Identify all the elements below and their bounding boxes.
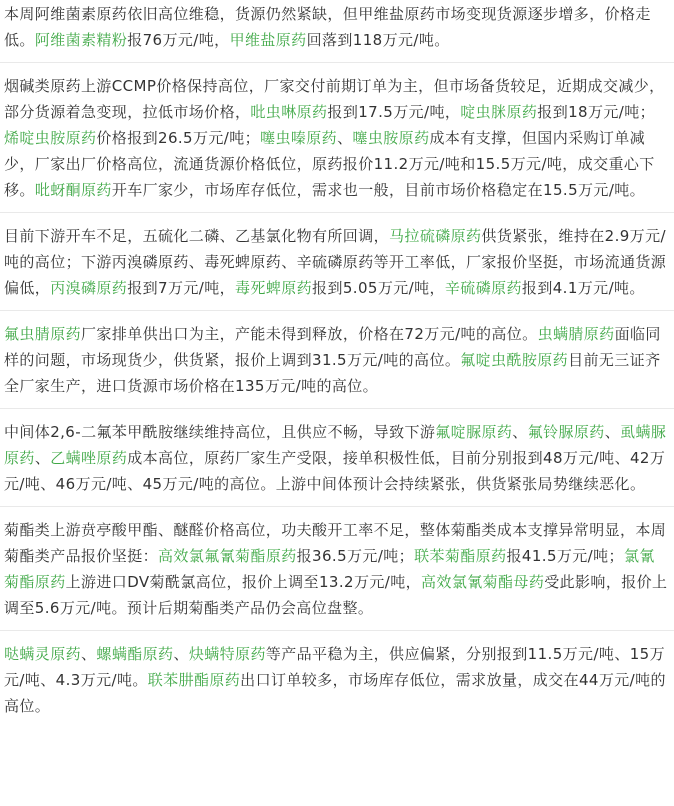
paragraph [0, 0, 674, 62]
product-link[interactable]: 炔螨特原药 [188, 645, 266, 663]
product-link[interactable]: 甲维盐原药 [229, 31, 307, 49]
body-text: 报到18万元/吨； [537, 103, 656, 121]
body-text: 报到17.5万元/吨， [327, 103, 461, 121]
product-link[interactable]: 乙螨唑原药 [50, 449, 128, 467]
body-text: 价格报到26.5万元/吨； [96, 129, 261, 147]
product-link[interactable]: 氟铃脲原药 [527, 423, 605, 441]
product-link[interactable]: 氟啶虫酰胺原药 [460, 351, 569, 369]
product-link[interactable]: 高效氯氰菊酯母药 [421, 573, 545, 591]
product-link[interactable]: 联苯菊酯原药 [414, 547, 507, 565]
paragraph-divider [0, 408, 674, 409]
product-link[interactable]: 氟虫腈原药 [4, 325, 82, 343]
body-text: 报到4.1万元/吨。 [521, 279, 645, 297]
product-link[interactable]: 氯氰菊酯原药 [4, 547, 655, 591]
body-text: 厂家排单供出口为主，产能未得到释放，价格在72万元/吨的高位。 [81, 325, 538, 343]
body-text: 目前无三证齐全厂家生产，进口货源市场价格在135万元/吨的高位。 [4, 351, 661, 395]
body-text: 、 [81, 645, 97, 663]
body-text: 报到7万元/吨， [127, 279, 236, 297]
body-text: 成本高位，原药厂家生产受限，接单积极性低，目前分别报到48万元/吨、42万元/吨、46万元/吨、45万元/吨的高位。上游中间体预计会持续紧张，供货紧张局势继续恶化。 [4, 449, 666, 493]
paragraph [0, 640, 674, 728]
paragraph-divider [0, 62, 674, 63]
body-text: 、 [173, 645, 189, 663]
body-text: 、 [337, 129, 353, 147]
product-link[interactable]: 烯啶虫胺原药 [4, 129, 97, 147]
product-link[interactable]: 吡虫啉原药 [250, 103, 328, 121]
body-text: 本周阿维菌素原药依旧高位维稳，货源仍然紧缺，但甲维盐原药市场变现货源逐步增多，价格走低。 [4, 5, 651, 49]
body-text: 上游进口DV菊酰氯高位，报价上调至13.2万元/吨， [65, 573, 422, 591]
body-text: 报36.5万元/吨； [296, 547, 415, 565]
product-link[interactable]: 吡蚜酮原药 [34, 181, 112, 199]
body-text: 菊酯类上游贲亭酸甲酯、醚醛价格高位，功夫酸开工率不足，整体菊酯类成本支撑异常明显，本周菊酯类产品报价坚挺： [4, 521, 667, 565]
product-link[interactable]: 氟啶脲原药 [435, 423, 513, 441]
paragraph [0, 72, 674, 212]
body-text: 成本有支撑，但国内采购订单减少，厂家出厂价格高位，流通货源价格低位，原药报价11.2万元/吨和15.5万元/吨，成交重心下移。 [4, 129, 655, 199]
product-link[interactable]: 虱螨脲原药 [4, 423, 667, 467]
body-text: 、 [34, 449, 51, 467]
body-text: 报到5.05万元/吨， [312, 279, 445, 297]
paragraph-divider [0, 630, 674, 631]
paragraph [0, 418, 674, 506]
paragraph-divider [0, 212, 674, 213]
product-link[interactable]: 啶虫脒原药 [460, 103, 538, 121]
product-link[interactable]: 阿维菌素精粉 [34, 31, 128, 49]
product-link[interactable]: 丙溴磷原药 [50, 279, 128, 297]
body-text: 供货紧张，维持在2.9万元/吨的高位；下游丙溴磷原药、毒死蜱原药、辛硫磷原药等开工率低，厂家报价坚挺，市场流通货源偏低， [4, 227, 667, 297]
product-link[interactable]: 虫螨腈原药 [537, 325, 615, 343]
paragraph [0, 516, 674, 630]
body-text: 中间体2,6-二氟苯甲酰胺继续维持高位，且供应不畅，导致下游 [4, 423, 436, 441]
product-link[interactable]: 噻虫嗪原药 [260, 129, 338, 147]
product-link[interactable]: 噻虫胺原药 [352, 129, 430, 147]
product-link[interactable]: 毒死蜱原药 [235, 279, 313, 297]
product-link[interactable]: 高效氯氟氰菊酯原药 [158, 547, 297, 565]
product-link[interactable]: 哒螨灵原药 [4, 645, 82, 663]
product-link[interactable]: 联苯肼酯原药 [147, 671, 241, 689]
body-text: 回落到118万元/吨。 [306, 31, 450, 49]
body-text: 目前下游开车不足，五硫化二磷、乙基氯化物有所回调， [4, 227, 390, 245]
paragraph [0, 320, 674, 408]
product-link[interactable]: 马拉硫磷原药 [389, 227, 482, 245]
body-text: 报41.5万元/吨； [506, 547, 624, 565]
product-link[interactable]: 螺螨酯原药 [96, 645, 174, 663]
body-text: 、 [604, 423, 621, 441]
body-text: 烟碱类原药上游CCMP价格保持高位，厂家交付前期订单为主，但市场备货较足，近期成交减少，部分货源着急变现，拉低市场价格， [4, 77, 665, 121]
body-text: 等产品平稳为主，供应偏紧，分别报到11.5万元/吨、15万元/吨、4.3万元/吨。 [4, 645, 666, 689]
body-text: 受此影响，报价上调至5.6万元/吨。预计后期菊酯类产品仍会高位盘整。 [4, 573, 668, 617]
paragraph-divider [0, 310, 674, 311]
paragraph [0, 222, 674, 310]
paragraph-divider [0, 506, 674, 507]
body-text: 报76万元/吨， [127, 31, 230, 49]
body-text: 、 [512, 423, 528, 441]
body-text: 出口订单较多，市场库存低位，需求放量，成交在44万元/吨的高位。 [4, 671, 666, 715]
body-text: 开车厂家少，市场库存低位，需求也一般，目前市场价格稳定在15.5万元/吨。 [111, 181, 646, 199]
body-text: 面临同样的问题，市场现货少，供货紧，报价上调到31.5万元/吨的高位。 [4, 325, 661, 369]
product-link[interactable]: 辛硫磷原药 [444, 279, 522, 297]
